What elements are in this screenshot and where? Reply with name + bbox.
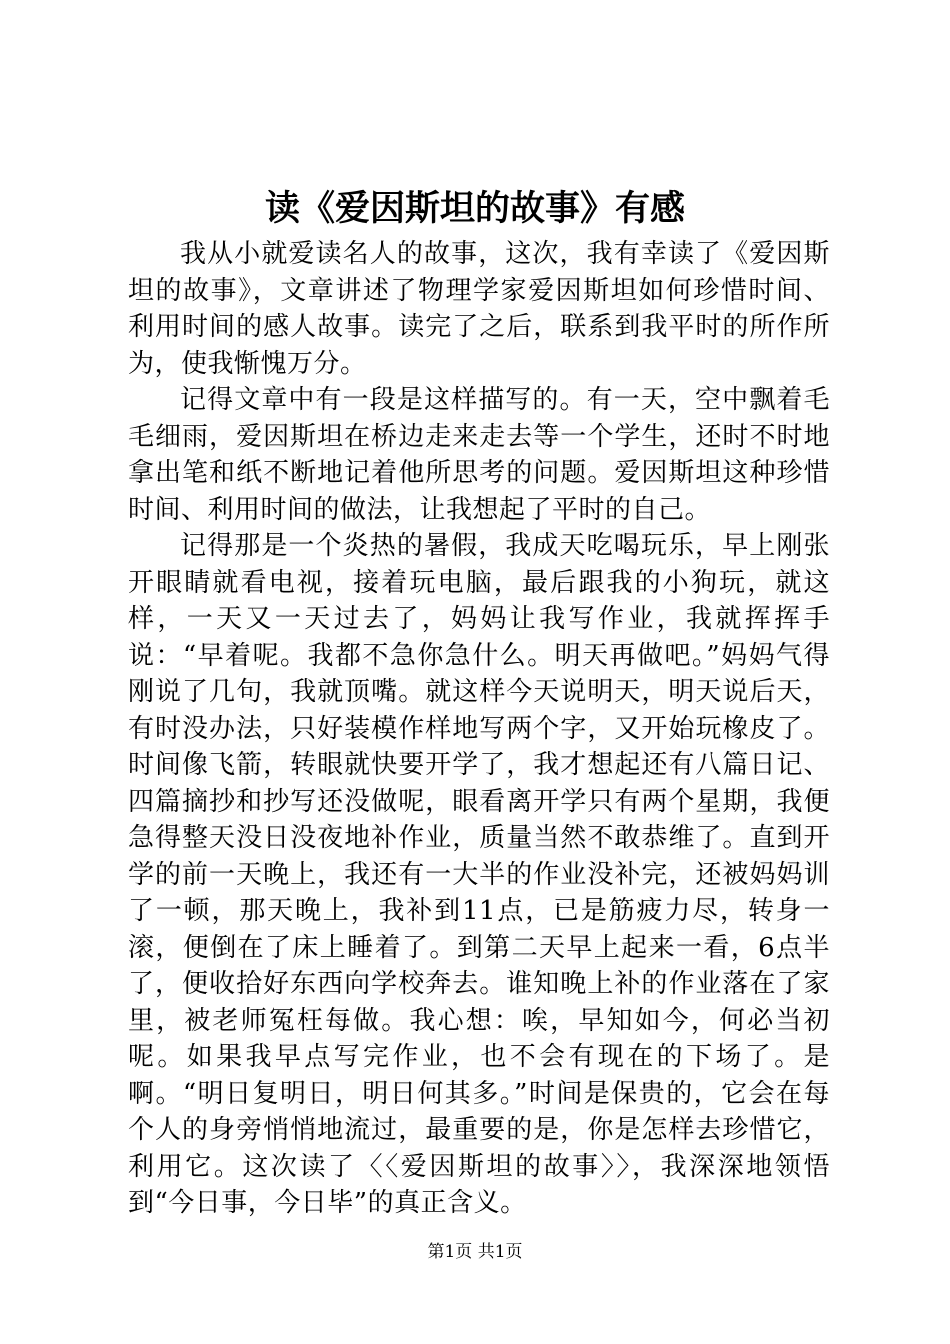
document-body [128,236,830,1222]
document-title: 读《爱因斯坦的故事》有感 [264,188,685,229]
paragraph-summer: 记得那是一个炎热的暑假，我成天吃喝玩乐，早上刚张开眼睛就看电视，接着玩电脑，最后跟我的小狗玩，就这样，一天又一天过去了，妈妈让我写作业，我就挥挥手说：“早着呢。我都不急你急什么。明天再做吧。”妈妈气得刚说了几句，我就顶嘴。就这样今天说明天，明天说后天，有时没办法，只好装模作样地写两个字，又开始玩橡皮了。时间像飞箭，转眼就快要开学了，我才想起还有八篇日记、四篇摘抄和抄写还没做呢，眼看离开学只有两个星期，我便急得整天没日没夜地补作业，质量当然不敢恭维了。直到开学的前一天晚上，我还有一大半的作业没补完，还被妈妈训了一顿，那天晚上，我补到11点，已是筋疲力尽，转身一滚，便倒在了床上睡着了。到第二天早上起来一看，6点半了，便收拾好东西向学校奔去。谁知晚上补的作业落在了家里，被老师冤枉每做。我心想：唉，早知如今，何必当初呢。如果我早点写完作业，也不会有现在的下场了。是啊。“明日复明日，明日何其多。”时间是保贵的，它会在每个人的身旁悄悄地流过，最重要的是，你是怎样去珍惜它，利用它。这次读了〈〈爱因斯坦的故事〉〉，我深深地领悟到“今日事，今日毕”的真正含义。 [128,531,830,1218]
paragraph-intro: 我从小就爱读名人的故事，这次，我有幸读了《爱因斯坦的故事》，文章讲述了物理学家爱因斯坦如何珍惜时间、利用时间的感人故事。读完了之后，联系到我平时的所作所为，使我惭愧万分。 [128,239,830,379]
page-number-footer: 第1页 共1页 [427,1242,523,1262]
paragraph-memory: 记得文章中有一段是这样描写的。有一天，空中飘着毛毛细雨，爱因斯坦在桥边走来走去等一个学生，还时不时地拿出笔和纸不断地记着他所思考的问题。爱因斯坦这种珍惜时间、利用时间的做法，让我想起了平时的自己。 [128,385,830,525]
